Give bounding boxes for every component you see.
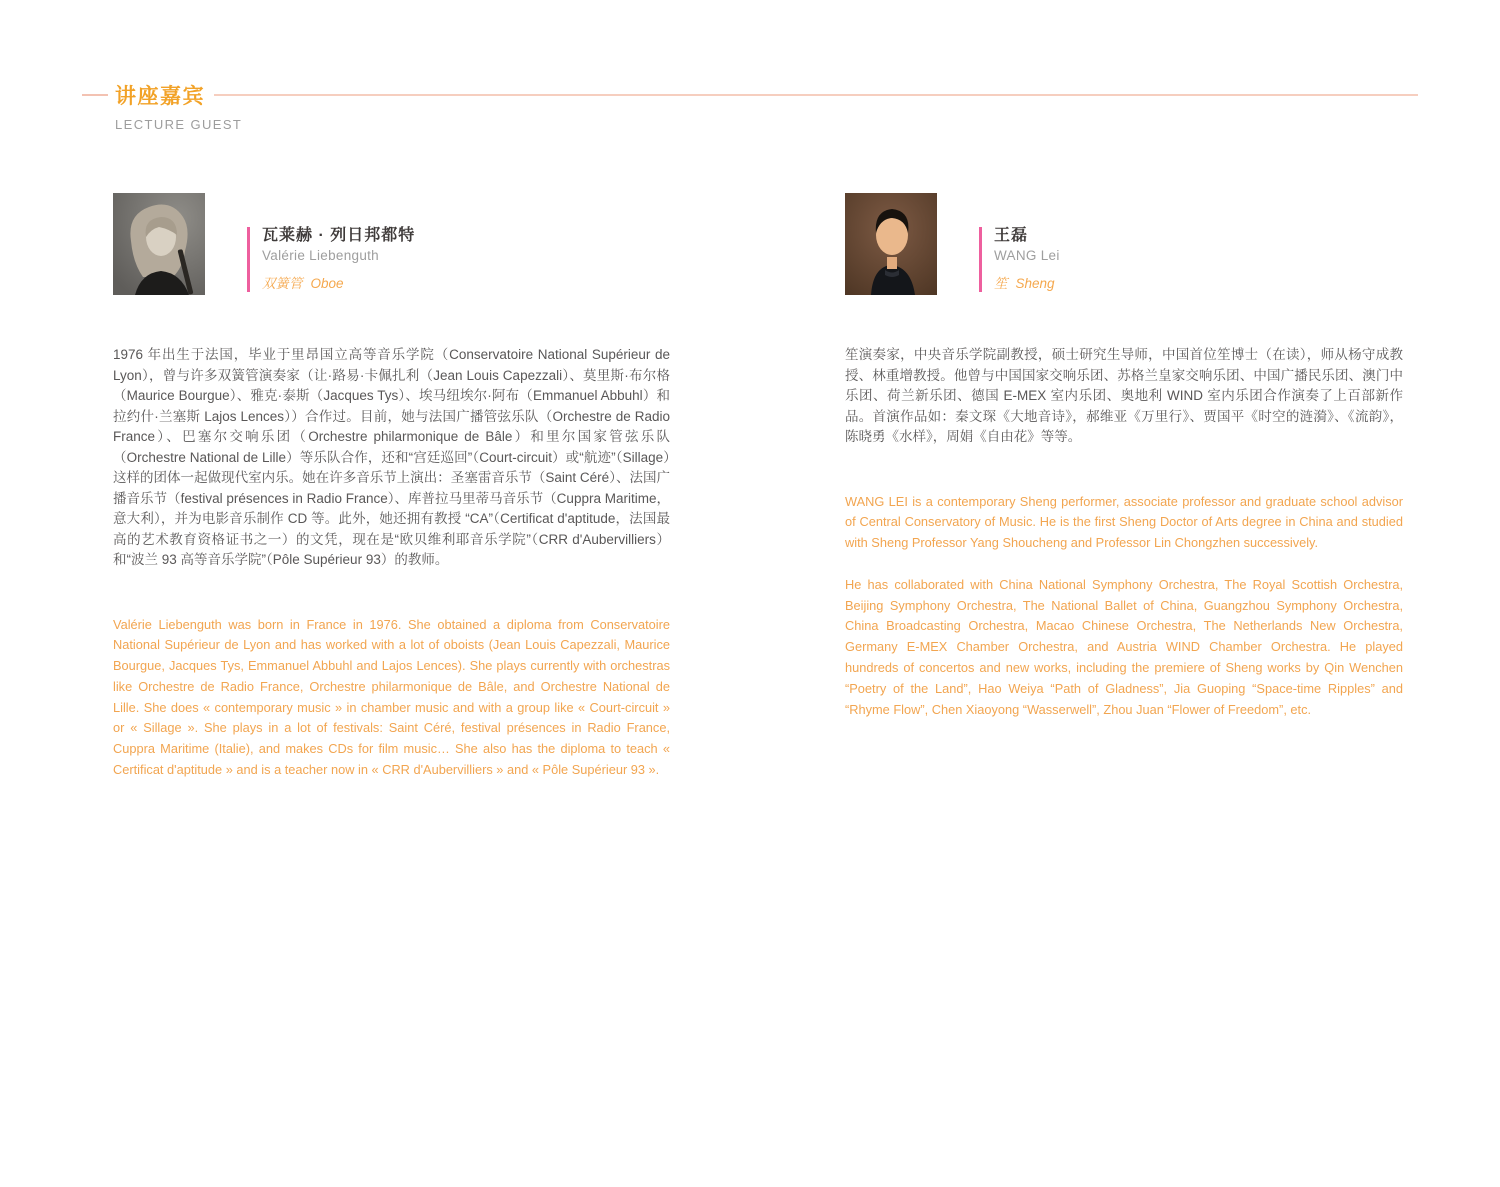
guest-instrument — [262, 272, 415, 292]
guest-profile — [113, 193, 670, 295]
name-stack — [994, 227, 1060, 292]
page-subtitle: LECTURE GUEST — [115, 117, 243, 132]
guest-name-zh: 王磊 — [994, 226, 1029, 244]
guest-bio-english: Valérie Liebenguth was born in France in 1976. She obtained a diploma from Conservatoire National Supérieur de Lyon and has worked with a lot of oboists (Jean Louis Capezzali, Maurice Bourgue, Jacques Tys, Emmanuel Abbuhl and Lajos Lences). She plays currently with orchestras like Orchestre de Radio France, Orchestre philarmonique de Bâle, and Orchestre National de Lille. She does « contemporary music » in chamber music and with a group like « Court-circuit » or « Sillage ». She plays in a lot of festivals: Saint Céré, festival présences in Radio France, Cuppra Maritime (Italie), and makes CDs for film music… She also has the diploma to teach « Certificat d'aptitude » and is a teacher now in « CRR d'Aubervilliers » and « Pôle Supérieur 93 ». — [113, 616, 670, 778]
guest-bio-chinese: 笙演奏家，中央音乐学院副教授，硕士研究生导师，中国首位笙博士（在读），师从杨守成教授、林重增教授。他曾与中国国家交响乐团、苏格兰皇家交响乐团、中国广播民乐团、澳门中乐团、荷兰新乐团、德国 E-MEX 室内乐团、奥地利 WIND 室内乐团合作演奏了上百部新作品。首演作品如：秦文琛《大地音诗》，郝维亚《万里行》、贾国平《时空的涟漪》、《流韵》，陈晓勇《水样》，周娟《自由花》等等。 — [845, 347, 1403, 444]
guest-profile — [845, 193, 1403, 295]
page-title: 讲座嘉宾 — [115, 85, 205, 108]
guest-bio-english: WANG LEI is a contemporary Sheng performer, associate professor and graduate school advisor of Central Conservatory of Music. He is the first Sheng Doctor of Arts degree in China and studied with Sheng Professor Yang Shoucheng and Professor Lin Chongzhen successively. — [845, 493, 1403, 551]
guest-card-wanglei — [845, 193, 1403, 720]
instrument-en: Oboe — [310, 276, 344, 291]
section-header — [82, 80, 1418, 132]
header-long-rule — [214, 94, 1418, 96]
guest-namebox — [247, 227, 415, 292]
portrait-image — [113, 193, 205, 295]
name-stack — [262, 227, 415, 292]
guest-bio-chinese: 1976 年出生于法国，毕业于里昂国立高等音乐学院（Conservatoire National Supérieur de Lyon），曾与许多双簧管演奏家（让·路易·卡佩扎利（Jean Louis Capezzali）、莫里斯·布尔格（Maurice Bourgue）、雅克·泰斯（Jacques Tys）、埃马纽埃尔·阿布（Emmanuel Abbuhl）和拉约什·兰塞斯 Lajos Lences））合作过。目前，她与法国广播管弦乐队（Orchestre de Radio France）、巴塞尔交响乐团（Orchestre philarmonique de Bâle）和里尔国家管弦乐队（Orchestre National de Lille）等乐队合作，还和“宫廷巡回”（Court-circuit）或“航迹”（Sillage）这样的团体一起做现代室内乐。她在许多音乐节上演出：圣塞雷音乐节（Saint Céré）、法国广播音乐节（festival présences in Radio France）、库普拉马里蒂马音乐节（Cuppra Maritime，意大利），并为电影音乐制作 CD 等。此外，她还拥有教授 “CA”（Certificat d'aptitude，法国最高的艺术教育资格证书之一）的文凭，现在是“欧贝维利耶音乐学院”（CRR d'Aubervilliers）和“波兰 93 高等音乐学院”（Pôle Supérieur 93）的教师。 — [113, 347, 670, 567]
name-accent-bar — [247, 227, 250, 292]
header-row — [82, 80, 1418, 110]
instrument-zh: 笙 — [994, 276, 1008, 291]
header-dash-rule — [82, 94, 108, 96]
guest-photo-valerie — [113, 193, 205, 295]
guest-namebox — [979, 227, 1060, 292]
name-accent-bar — [979, 227, 982, 292]
guest-card-valerie — [113, 193, 670, 781]
guest-name-en: WANG Lei — [994, 248, 1060, 263]
guest-instrument — [994, 272, 1060, 292]
instrument-en: Sheng — [1015, 276, 1055, 291]
guest-bio-english: He has collaborated with China National Symphony Orchestra, The Royal Scottish Orchestra, Beijing Symphony Orchestra, The National Ballet of China, Guangzhou Symphony Orchestra, China Broadcasting Orchestra, Macao Chinese Orchestra, The Netherlands New Orchestra, Germany E-MEX Chamber Orchestra, and Austria WIND Chamber Orchestra. He played hundreds of concertos and new works, including the premiere of Sheng works by Qin Wenchen “Poetry of the Land”, Hao Weiya “Path of Gladness”, Jia Guoping “Space-time Ripples” and “Rhyme Flow”, Chen Xiaoyong “Wasserwell”, Zhou Juan “Flower of Freedom”, etc. — [845, 576, 1403, 717]
guest-name-zh: 瓦莱赫 · 列日邦都特 — [262, 226, 416, 244]
guest-name-en: Valérie Liebenguth — [262, 248, 379, 263]
guest-photo-wanglei — [845, 193, 937, 295]
instrument-zh: 双簧管 — [262, 276, 303, 291]
portrait-image — [845, 193, 937, 295]
